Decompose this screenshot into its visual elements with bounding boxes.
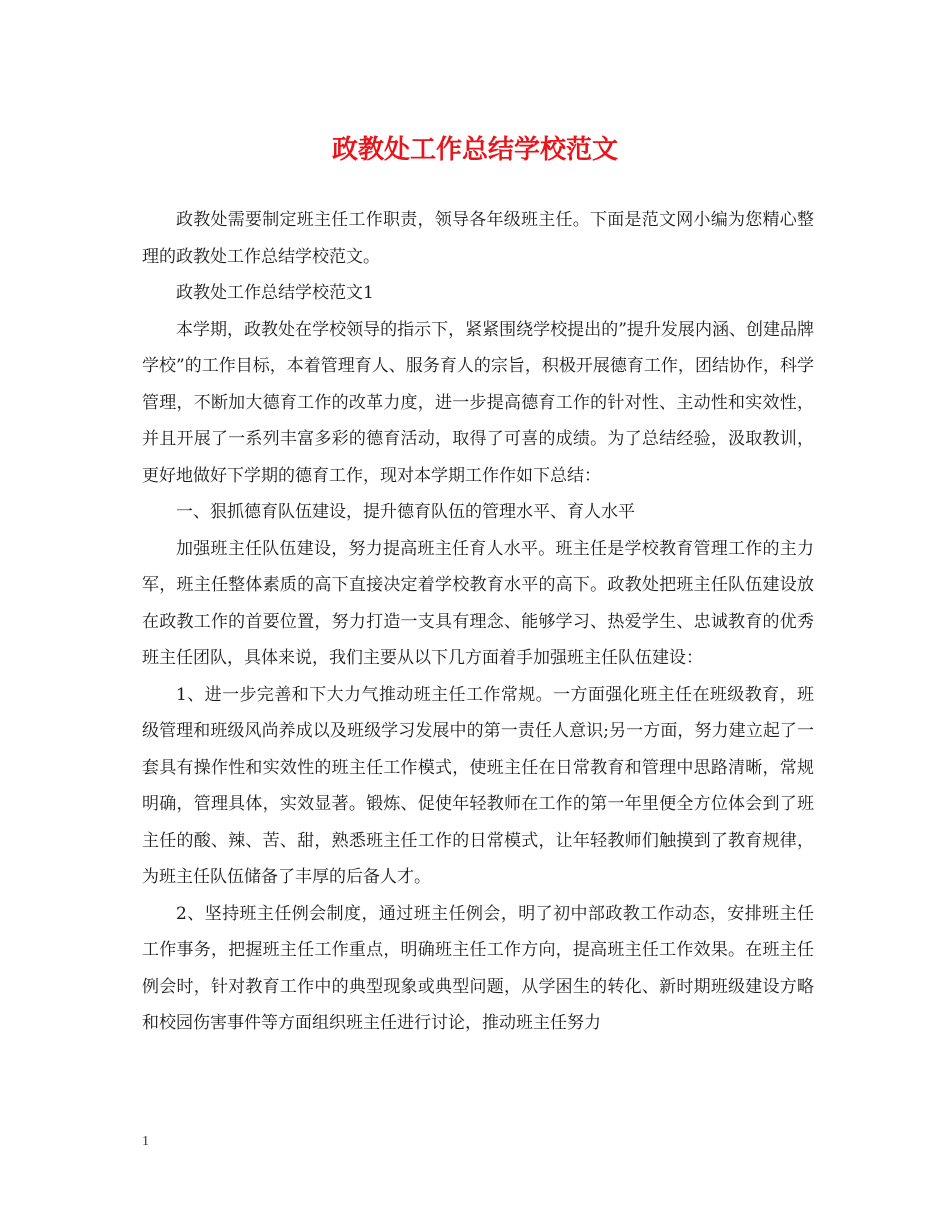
section-heading: 政教处工作总结学校范文1 <box>176 283 374 303</box>
body-paragraph: 本学期，政教处在学校领导的指示下，紧紧围绕学校提出的”提升发展内涵、创建品牌学校”的工作目标，本着管理育人、服务育人的宗旨，积极开展德育工作，团结协作，科学管理，不断加大德育工作的改革力度，进一步提高德育工作的针对性、主动性和实效性，并且开展了一系列丰富多彩的德育活动，取得了可喜的成绩。为了总结经验，汲取教训，更好地做好下学期的德育工作，现对本学期工作作如下总结： <box>142 319 814 486</box>
subsection-heading: 一、狠抓德育队伍建设，提升德育队伍的管理水平、育人水平 <box>176 502 635 522</box>
body-paragraph: 加强班主任队伍建设，努力提高班主任育人水平。班主任是学校教育管理工作的主力军，班主任整体素质的高下直接决定着学校教育水平的高下。政教处把班主任队伍建设放在政教工作的首要位置，努力打造一支具有理念、能够学习、热爱学生、忠诚教育的优秀班主任团队，具体来说，我们主要从以下几方面着手加强班主任队伍建设： <box>142 538 814 668</box>
body-paragraph: 2、坚持班主任例会制度，通过班主任例会，明了初中部政教工作动态，安排班主任工作事务，把握班主任工作重点，明确班主任工作方向，提高班主任工作效果。在班主任例会时，针对教育工作中的典型现象或典型问题，从学困生的转化、新时期班级建设方略和校园伤害事件等方面组织班主任进行讨论，推动班主任努力 <box>142 903 814 1033</box>
document-title: 政教处工作总结学校范文 <box>331 135 618 165</box>
page-number: 1 <box>142 1134 149 1149</box>
intro-paragraph: 政教处需要制定班主任工作职责，领导各年级班主任。下面是范文网小编为您精心整理的政教处工作总结学校范文。 <box>142 210 814 267</box>
body-paragraph: 1、进一步完善和下大力气推动班主任工作常规。一方面强化班主任在班级教育，班级管理和班级风尚养成以及班级学习发展中的第一责任人意识;另一方面，努力建立起了一套具有操作性和实效性的班主任工作模式，使班主任在日常教育和管理中思路清晰，常规明确，管理具体，实效显著。锻炼、促使年轻教师在工作的第一年里便全方位体会到了班主任的酸、辣、苦、甜，熟悉班主任工作的日常模式，让年轻教师们触摸到了教育规律，为班主任队伍储备了丰厚的后备人才。 <box>142 684 814 887</box>
document-body <box>142 202 814 1042</box>
